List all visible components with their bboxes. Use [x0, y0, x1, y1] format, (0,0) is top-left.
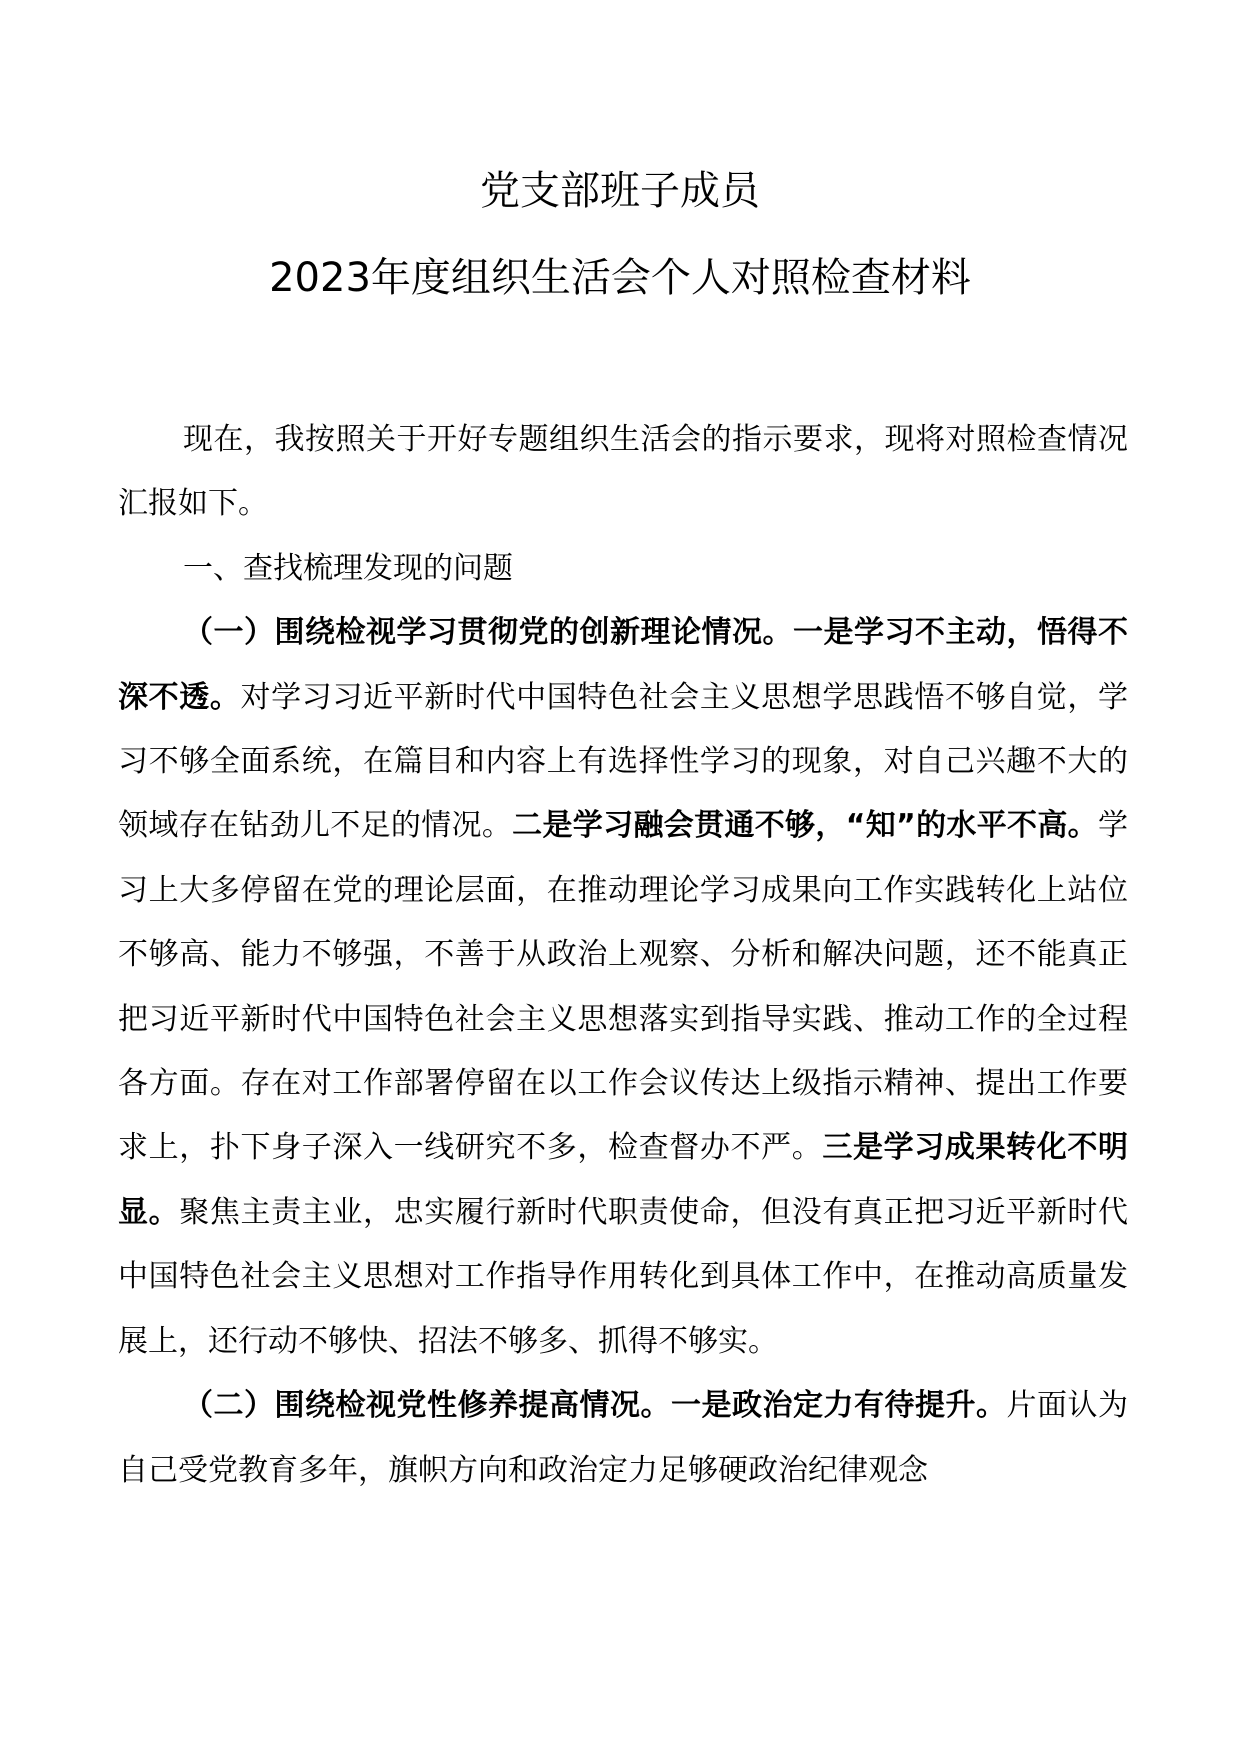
- section1-paragraph1: [118, 601, 1128, 1374]
- document-title-line1: 党支部班子成员: [480, 168, 760, 214]
- p2-point1-title: 一是政治定力有待提升。: [671, 1388, 1007, 1424]
- p1-point1-title: 一是学习不主动，悟得不深不透。: [118, 615, 1128, 715]
- p1-point3-title: 三是学习成果转化不明显。: [118, 1130, 1128, 1230]
- section1-heading: 一、查找梳理发现的问题: [183, 550, 513, 586]
- intro-paragraph: 现在，我按照关于开好专题组织生活会的指示要求，现将对照检查情况汇报如下。: [118, 422, 1128, 522]
- document-title-line2: 2023年度组织生活会个人对照检查材料: [269, 255, 971, 301]
- p2-point1-text: 片面认为自己受党教育多年，旗帜方向和政治定力足够硬政治纪律观念: [118, 1388, 1128, 1488]
- p1-lead: （一）围绕检视学习贯彻党的创新理论情况。: [183, 615, 793, 651]
- p2-lead: （二）围绕检视党性修养提高情况。: [183, 1388, 671, 1424]
- p1-point2-text: 学习上大多停留在党的理论层面，在推动理论学习成果向工作实践转化上站位不够高、能力不够强，不善于从政治上观察、分析和解决问题，还不能真正把习近平新时代中国特色社会主义思想落实到指导实践、推动工作的全过程各方面。存在对工作部署停留在以工作会议传达上级指示精神、提出工作要求上，扑下身子深入一线研究不多，检查督办不严。: [118, 808, 1129, 1166]
- p1-point3-text: 聚焦主责主业，忠实履行新时代职责使命，但没有真正把习近平新时代中国特色社会主义思想对工作指导作用转化到具体工作中，在推动高质量发展上，还行动不够快、招法不够多、抓得不够实。: [118, 1194, 1128, 1359]
- section1-paragraph2: [118, 1374, 1128, 1503]
- document-body: [118, 408, 1128, 1503]
- p1-point1-text: 对学习习近平新时代中国特色社会主义思想学思践悟不够自觉，学习不够全面系统，在篇目和内容上有选择性学习的现象，对自己兴趣不大的领域存在钻劲儿不足的情况。: [118, 679, 1128, 844]
- p1-point2-title: 二是学习融会贯通不够，“知”的水平不高。: [512, 808, 1099, 844]
